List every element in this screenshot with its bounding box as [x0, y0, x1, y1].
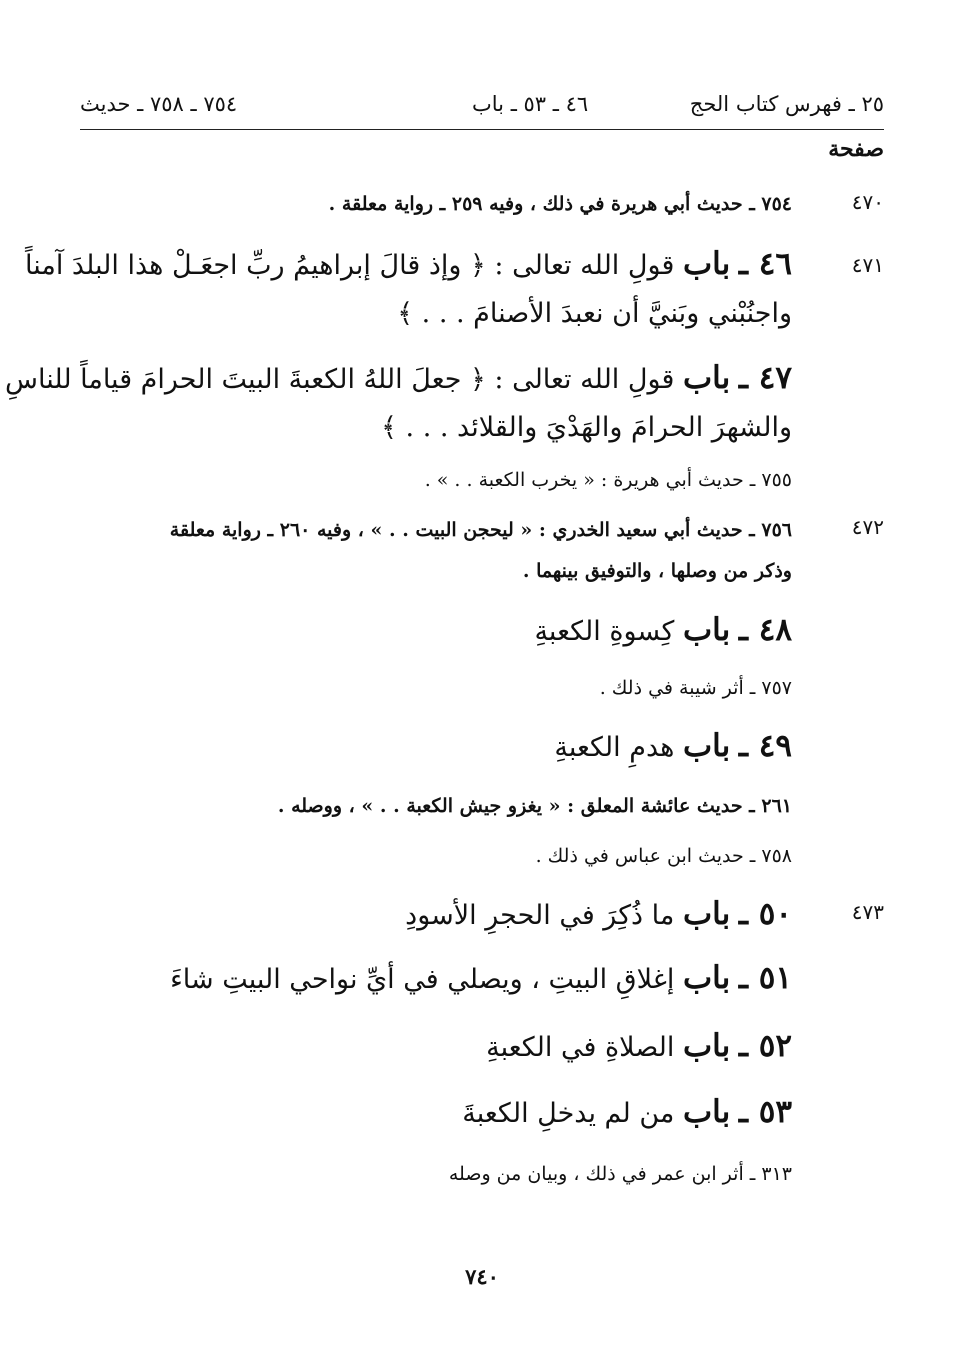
- chapter-50-title: ما ذُكِرَ في الحجرِ الأسودِ: [405, 900, 675, 931]
- page-column-header: صفحة: [828, 136, 884, 162]
- hadith-entry-261: ٢٦١ ـ حديث عائشة المعلق : « يغزو جيش الكعبة . . » ، ووصله .: [277, 795, 792, 817]
- chapter-49-title: هدمِ الكعبةِ: [554, 732, 675, 763]
- chapter-51-title: إغلاقِ البيتِ ، ويصلي في أيِّ نواحي البيتِ شاءَ: [170, 964, 675, 995]
- hadith-entry-757: ٧٥٧ ـ أثر شيبة في ذلك .: [599, 677, 792, 699]
- chapter-52: [78, 1018, 792, 1076]
- chapter-53-title: من لم يدخلِ الكعبةَ: [462, 1098, 675, 1129]
- page-number-472: ٤٧٢: [851, 515, 884, 539]
- chapter-48: [78, 602, 792, 660]
- chapter-49-bab: باب: [682, 728, 731, 764]
- page-footer-number: ٧٤٠: [465, 1264, 499, 1289]
- chapter-50-bab: باب: [682, 896, 731, 932]
- chapter-48-title: كِسوةِ الكعبةِ: [534, 616, 675, 647]
- chapter-47-title: قولِ الله تعالى : ﴿ جعلَ اللهُ الكعبةَ البيتَ الحرامَ قياماً للناسِ: [5, 364, 675, 395]
- chapter-47-line-2: والشهرَ الحرامَ والهَدْيَ والقلائد . . . ﴾: [381, 412, 792, 443]
- chapter-48-number: ٤٨ ـ: [738, 612, 792, 648]
- hadith-entry-756-line-1: ٧٥٦ ـ حديث أبي سعيد الخدري : « ليحجن البيت . . » ، وفيه ٢٦٠ ـ رواية معلقة: [169, 519, 792, 541]
- chapter-50: [78, 886, 792, 944]
- page-number-471: ٤٧١: [851, 253, 884, 277]
- header-book-title: ٢٥ ـ فهرس كتاب الحج: [689, 92, 884, 116]
- header-hadith-range: ٧٥٤ ـ ٧٥٨ ـ حديث: [80, 92, 238, 116]
- chapter-51: [78, 950, 792, 1008]
- header-chapter-range: ٤٦ ـ ٥٣ ـ باب: [472, 92, 589, 116]
- chapter-50-number: ٥٠ ـ: [738, 896, 792, 932]
- chapter-52-number: ٥٢ ـ: [738, 1028, 792, 1064]
- chapter-46-number: ٤٦ ـ: [738, 246, 792, 282]
- chapter-49-number: ٤٩ ـ: [738, 728, 792, 764]
- chapter-51-number: ٥١ ـ: [738, 960, 792, 996]
- chapter-47-number: ٤٧ ـ: [738, 360, 792, 396]
- chapter-47-bab: باب: [682, 360, 731, 396]
- chapter-53-number: ٥٣ ـ: [738, 1094, 792, 1130]
- hadith-entry-758: ٧٥٨ ـ حديث ابن عباس في ذلك .: [535, 845, 792, 867]
- chapter-53: [78, 1084, 792, 1142]
- athar-entry-313: ٣١٣ ـ أثر ابن عمر في ذلك ، وبيان من وصله: [448, 1163, 792, 1185]
- running-header: [80, 92, 884, 128]
- chapter-52-bab: باب: [682, 1028, 731, 1064]
- chapter-52-title: الصلاةِ في الكعبةِ: [486, 1032, 675, 1063]
- chapter-48-bab: باب: [682, 612, 731, 648]
- hadith-entry-756-line-2: وذكر من وصلها ، والتوفيق بينهما .: [522, 560, 792, 582]
- hadith-entry-754: ٧٥٤ ـ حديث أبي هريرة في ذلك ، وفيه ٢٥٩ ـ رواية معلقة .: [328, 193, 792, 215]
- header-divider: [80, 129, 884, 130]
- hadith-entry-755: ٧٥٥ ـ حديث أبي هريرة : « يخرب الكعبة . . » .: [424, 469, 792, 491]
- chapter-46-bab: باب: [682, 246, 731, 282]
- page-number-473: ٤٧٣: [851, 900, 884, 924]
- chapter-46-title: قولِ الله تعالى : ﴿ وإذ قالَ إبراهيمُ ربِّ اجعَـلْ هذا البلدَ آمناً: [24, 250, 675, 281]
- chapter-53-bab: باب: [682, 1094, 731, 1130]
- page-number-470: ٤٧٠: [851, 190, 884, 214]
- chapter-49: [78, 718, 792, 776]
- chapter-46-line-2: واجنُبْني وبَنيَّ أن نعبدَ الأصنامَ . . . ﴾: [397, 298, 792, 329]
- chapter-51-bab: باب: [682, 960, 731, 996]
